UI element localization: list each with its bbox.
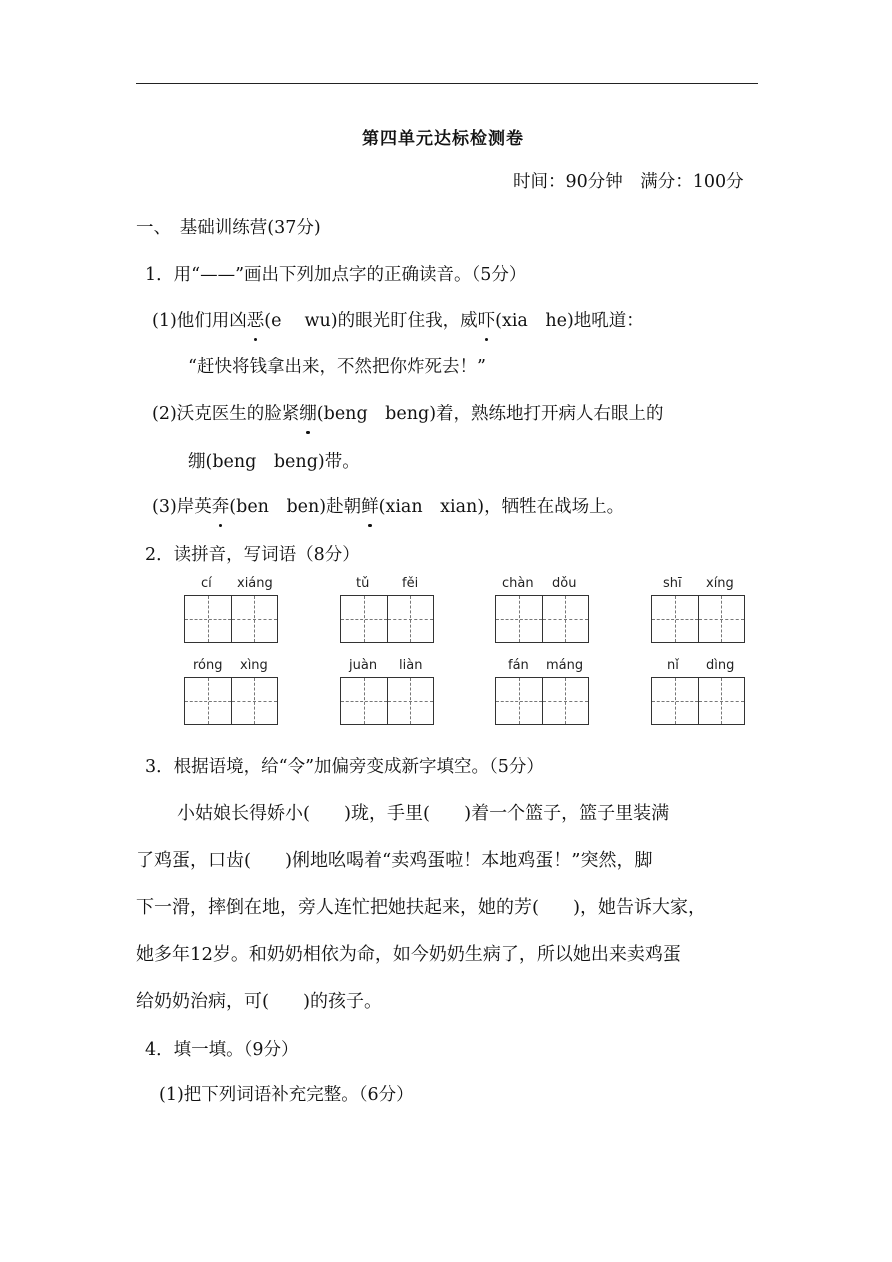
question-1-stem: 1．用“——”画出下列加点字的正确读音。（5分） bbox=[145, 265, 527, 285]
pinyin-label: fěi bbox=[402, 576, 419, 591]
dotted-char: 吓 bbox=[477, 311, 496, 331]
pinyin-label: chàn bbox=[502, 576, 534, 591]
exam-meta: 时间：90分钟 满分：100分 bbox=[513, 172, 744, 192]
q1-item-2 bbox=[152, 402, 664, 426]
writing-grid[interactable] bbox=[184, 595, 278, 642]
q1-item-3-text-a: (3)岸英 bbox=[152, 497, 212, 517]
pinyin-label: cí bbox=[201, 576, 212, 591]
q3-text: 给奶奶治病，可( bbox=[136, 991, 270, 1012]
q3-text: )珑，手里( bbox=[344, 803, 431, 824]
writing-grid[interactable] bbox=[495, 677, 589, 724]
q1-item-3-text-b: (ben ben)赴朝 bbox=[229, 497, 362, 517]
q3-text: 小姑娘长得娇小( bbox=[177, 803, 311, 824]
q1-item-2-text-a: (2)沃克医生的脸紧 bbox=[152, 404, 300, 424]
q1-item-1-continued: “赶快将钱拿出来，不然把你炸死去！” bbox=[188, 357, 486, 377]
q1-item-3 bbox=[152, 495, 624, 519]
dotted-char: 奔 bbox=[211, 497, 230, 517]
pinyin-label: juàn bbox=[349, 658, 378, 673]
q1-item-1-text-b: (e wu)的眼光盯住我，威 bbox=[264, 311, 478, 331]
q3-passage bbox=[136, 790, 758, 1025]
pinyin-label: dìng bbox=[706, 658, 735, 673]
q1-item-1-text-a: (1)他们用凶 bbox=[152, 311, 247, 331]
question-2-stem: 2．读拼音，写词语（8分） bbox=[145, 545, 360, 565]
q3-text: )着一个篮子，篮子里装满 bbox=[464, 803, 670, 824]
writing-grid[interactable] bbox=[184, 677, 278, 724]
pinyin-label: xìng bbox=[240, 658, 268, 673]
pinyin-label: máng bbox=[546, 658, 584, 673]
q1-item-3-text-c: (xian xian)，牺牲在战场上。 bbox=[378, 497, 625, 517]
q3-line-5 bbox=[136, 978, 758, 1025]
pinyin-label: fán bbox=[508, 658, 529, 673]
writing-grid[interactable] bbox=[651, 595, 745, 642]
q3-line-2 bbox=[136, 837, 758, 884]
q3-text: )，她告诉大家， bbox=[573, 897, 707, 918]
q3-text: )的孩子。 bbox=[303, 991, 383, 1012]
writing-grid[interactable] bbox=[340, 595, 434, 642]
writing-grid[interactable] bbox=[495, 595, 589, 642]
pinyin-label: liàn bbox=[399, 658, 423, 673]
writing-grid[interactable] bbox=[651, 677, 745, 724]
q1-item-1 bbox=[152, 309, 644, 333]
dotted-char: 鲜 bbox=[361, 497, 379, 517]
dotted-char: 恶 bbox=[246, 311, 265, 331]
pinyin-label: xíng bbox=[706, 576, 734, 591]
q3-line-4: 她多年12岁。和奶奶相依为命，如今奶奶生病了，所以她出来卖鸡蛋 bbox=[136, 944, 681, 965]
pinyin-label: xiáng bbox=[237, 576, 273, 591]
pinyin-label: tǔ bbox=[356, 576, 370, 591]
q1-item-2-text-b: (beng beng)着，熟练地打开病人右眼上的 bbox=[316, 404, 664, 424]
q1-item-1-text-c: (xia he)地吼道： bbox=[495, 311, 644, 331]
question-3-stem: 3．根据语境，给“令”加偏旁变成新字填空。（5分） bbox=[145, 757, 544, 777]
q4-sub-1: (1)把下列词语补充完整。（6分） bbox=[159, 1085, 414, 1105]
pinyin-label: dǒu bbox=[552, 576, 577, 591]
header-rule bbox=[136, 83, 758, 84]
section-heading: 一、 基础训练营(37分) bbox=[136, 218, 321, 238]
q1-item-2-continued: 绷(beng beng)带。 bbox=[188, 452, 360, 472]
writing-grid[interactable] bbox=[340, 677, 434, 724]
q3-line-3 bbox=[136, 884, 758, 931]
q3-text: )俐地吆喝着“卖鸡蛋啦！本地鸡蛋！”突然，脚 bbox=[285, 850, 653, 871]
pinyin-label: róng bbox=[193, 658, 223, 673]
pinyin-label: shī bbox=[663, 576, 682, 591]
dotted-char: 绷 bbox=[299, 404, 317, 424]
page-title: 第四单元达标检测卷 bbox=[362, 129, 524, 149]
q3-text: 了鸡蛋，口齿( bbox=[136, 850, 252, 871]
q3-text: 下一滑，摔倒在地，旁人连忙把她扶起来，她的芳( bbox=[136, 897, 540, 918]
q3-line-1 bbox=[136, 790, 758, 837]
question-4-stem: 4．填一填。（9分） bbox=[145, 1040, 299, 1060]
pinyin-label: nǐ bbox=[667, 658, 679, 673]
